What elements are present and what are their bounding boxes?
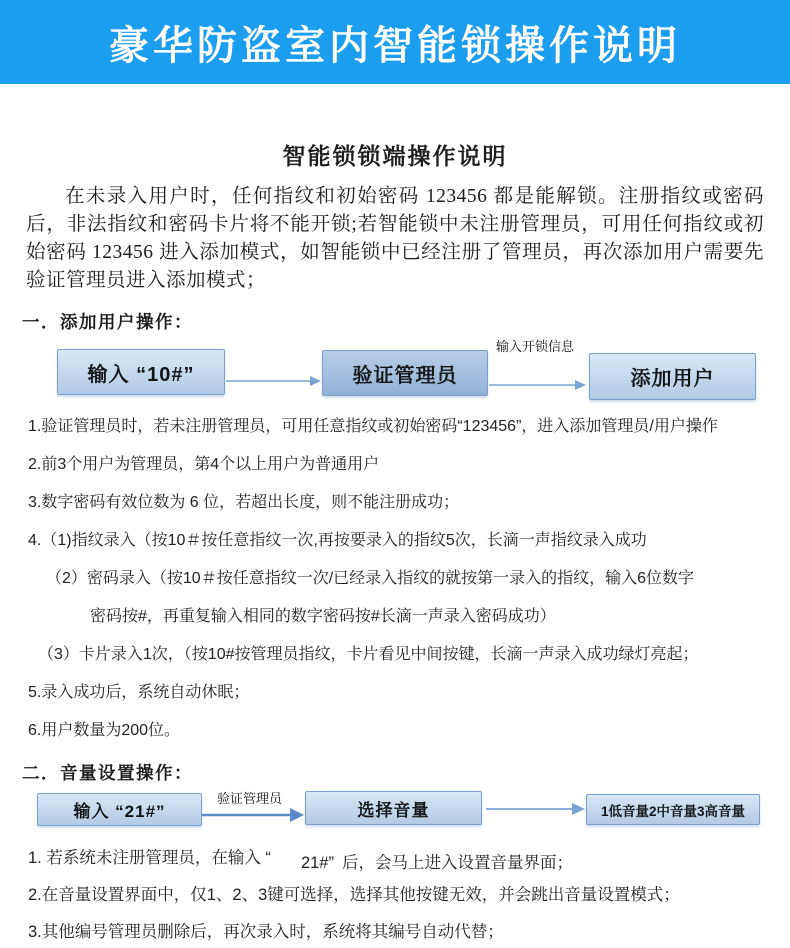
list-item: 4.（1)指纹录入（按10＃按任意指纹一次,再按要录入的指纹5次，长滴一声指纹录入成功 [28, 532, 647, 549]
volume-notes-list [0, 849, 790, 941]
list-item: （2）密码录入（按10＃按任意指纹一次/已经录入指纹的就按第一录入的指纹，输入6位数字 [46, 570, 695, 587]
arrow-label-unlock-info: 输入开锁信息 [496, 339, 575, 354]
list-item: 3.其他编号管理员删除后，再次录入时，系统将其编号自动代替； [28, 923, 504, 941]
list-item: 3.数字密码有效位数为 6 位，若超出长度，则不能注册成功； [28, 494, 460, 511]
flow-box-input-21: 输入 “21#” [37, 793, 202, 826]
doc-title: 智能锁锁端操作说明 [282, 144, 508, 169]
flow-box-verify-admin: 验证管理员 [322, 350, 488, 396]
list-item-text: 后，会马上进入设置音量界面； [341, 854, 573, 872]
section2-heading: 二．音量设置操作： [22, 763, 193, 783]
add-user-notes-list [0, 418, 790, 740]
intro-paragraph: 在未录入用户时，任何指纹和初始密码 123456 都是能解锁。注册指纹或密码后，非法指纹和密码卡片将不能开锁;若智能锁中未注册管理员，可用任何指纹或初始密码 123456 进入添加模式，如智能锁中已经注册了管理员，再次添加用户需要先验证管理员进入添加模式； [26, 186, 764, 291]
list-item: 1.验证管理员时，若未注册管理员，可用任意指纹或初始密码“123456”，进入添加管理员/用户操作 [28, 418, 718, 435]
list-item: 6.用户数量为200位。 [28, 722, 181, 739]
list-item-text: 1. 若系统未注册管理员，在输入 “ [28, 849, 271, 867]
list-item: 密码按#，再重复输入相同的数字密码按#长滴一声录入密码成功） [90, 608, 556, 625]
banner-title: 豪华防盗室内智能锁操作说明 [109, 23, 681, 68]
list-item [28, 849, 770, 872]
list-item: 2.前3个用户为管理员，第4个以上用户为普通用户 [28, 456, 380, 473]
arrow-right-icon [202, 807, 305, 823]
list-item: （3）卡片录入1次，（按10#按管理员指纹，卡片看见中间按键，长滴一声录入成功绿灯亮起； [38, 646, 699, 663]
flowchart-add-user [0, 334, 790, 408]
section1-heading: 一．添加用户操作： [22, 312, 193, 332]
list-item: 5.录入成功后，系统自动休眠； [28, 684, 250, 701]
arrow-label-verify-admin: 验证管理员 [217, 791, 283, 806]
flow-box-input-10: 输入 “10#” [57, 349, 225, 395]
banner [0, 0, 790, 84]
flowchart-volume-setting [0, 785, 790, 831]
list-item: 2.在音量设置界面中，仅1、2、3键可选择，选择其他按键无效，并会跳出音量设置模式； [28, 886, 680, 904]
arrow-right-icon [226, 375, 322, 387]
flow-box-volume-levels: 1低音量2中音量3高音量 [586, 794, 760, 825]
arrow-right-icon [486, 802, 586, 816]
arrow-right-icon [489, 379, 587, 391]
flow-box-select-volume: 选择音量 [305, 791, 482, 825]
document-body [0, 138, 790, 941]
list-item-code: 21#” [300, 854, 334, 872]
flow-box-add-user: 添加用户 [589, 353, 756, 400]
